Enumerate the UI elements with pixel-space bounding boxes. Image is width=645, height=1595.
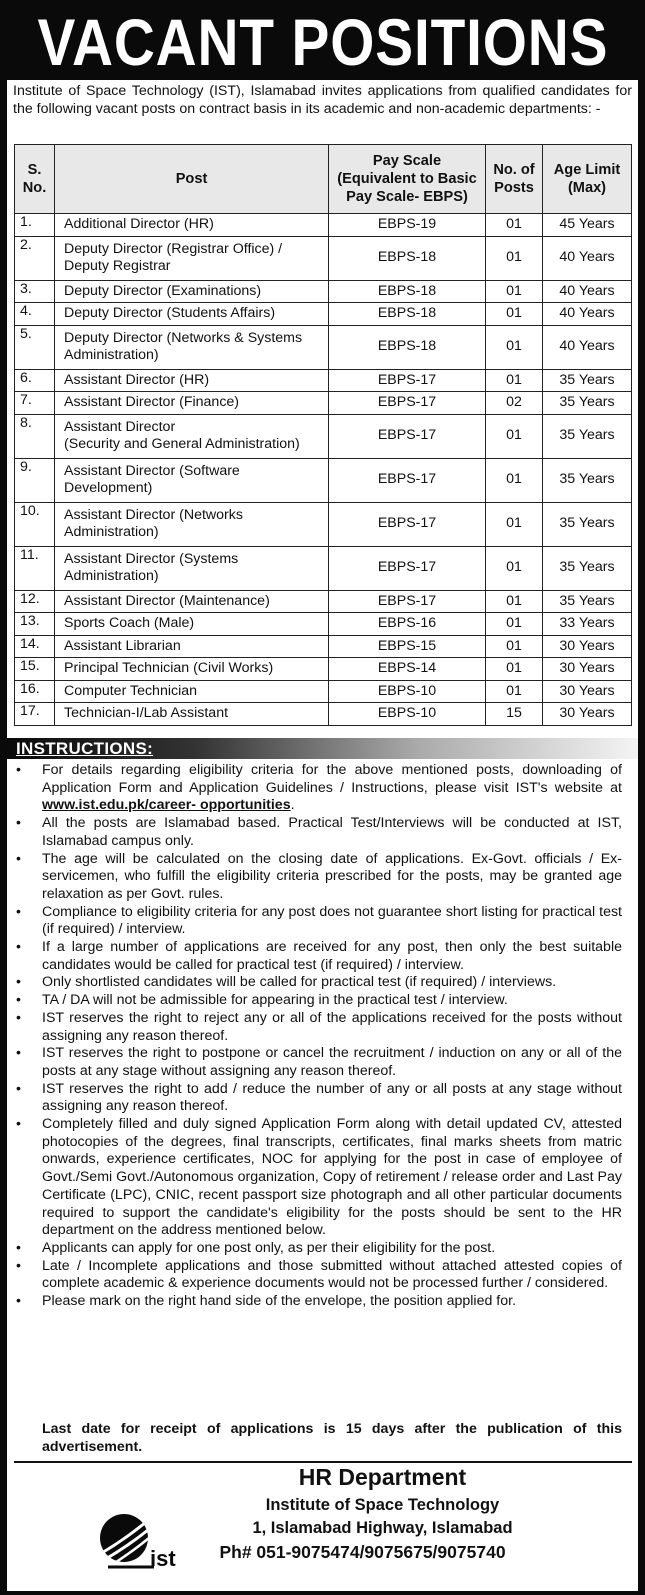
cell-sn: 8. [15,414,55,458]
footer-phone: Ph# 051-9075474/9075675/9075740 [219,1542,506,1562]
table-row [15,392,632,415]
instruction-item: • Applicants can apply for one post only, as per their eligibility for the post. [16,1239,496,1256]
cell-no-of-posts: 01 [486,546,543,590]
cell-age-limit: 35 Years [543,458,632,502]
cell-no-of-posts: 01 [486,635,543,658]
table-row [15,613,632,636]
cell-post: Assistant Director (Security and General Administration) [55,414,329,458]
cell-age-limit: 40 Years [543,236,632,280]
cell-post: Deputy Director (Registrar Office) / Deputy Registrar [55,236,329,280]
table-row [15,369,632,392]
bullet-icon: • [16,1257,21,1274]
cell-age-limit: 35 Years [543,414,632,458]
cell-pay-scale: EBPS-15 [329,635,486,658]
instruction-item: • The age will be calculated on the closing date of applications. Ex-Govt. officials / Ex-servicemen, who fulfill the eligibility criteria prescribed for the posts, may be granted age relaxation as per Govt. rules. [16,850,622,902]
cell-sn: 17. [15,703,55,726]
instructions-header [7,738,638,759]
bullet-icon: • [16,815,21,832]
cell-post: Sports Coach (Male) [55,613,329,636]
cell-age-limit: 35 Years [543,392,632,415]
cell-sn: 14. [15,635,55,658]
cell-pay-scale: EBPS-17 [329,392,486,415]
instruction-item: • Completely filled and duly signed Application Form along with detail updated CV, attested photocopies of the degrees, final transcripts, certificates, final marks sheets from matric onwards, experience certificates, NOC for applying for the post in case of employee of Govt./Semi Govt./Autonomous organization, Copy of retirement / release order and Last Pay Certificate (LPC), CNIC, recent passport size photograph and all other particular documents required to support the candidate's eligibility for the posts should be sent to the HR department on the address mentioned below. [16,1116,622,1239]
footer-title: HR Department [298,1464,467,1490]
footer-org: Institute of Space Technology [265,1496,500,1514]
cell-pay-scale: EBPS-19 [329,214,486,237]
table-row [15,546,632,590]
cell-age-limit: 30 Years [543,703,632,726]
table-row [15,590,632,613]
cell-pay-scale: EBPS-17 [329,590,486,613]
instruction-item: • Only shortlisted candidates will be called for practical test (if required) / interviews. [16,974,557,991]
cell-no-of-posts: 01 [486,658,543,681]
bullet-icon: • [16,1116,21,1133]
bullet-icon: • [16,903,21,920]
cell-sn: 11. [15,546,55,590]
header-age-limit: Age Limit (Max) [543,145,632,214]
cell-pay-scale: EBPS-17 [329,414,486,458]
instruction-item: • Late / Incomplete applications and those submitted without attached attested copies of complete academic & experience documents would not be processed further / considered. [16,1257,622,1292]
intro-paragraph: Institute of Space Technology (IST), Islamabad invites applications from qualified candidates for the following vacant posts on contract basis in its academic and non-academic departments: - [13,83,632,117]
cell-post: Assistant Director (Maintenance) [55,590,329,613]
cell-age-limit: 45 Years [543,214,632,237]
cell-pay-scale: EBPS-16 [329,613,486,636]
cell-no-of-posts: 01 [486,303,543,326]
table-row [15,236,632,280]
bullet-icon: • [16,1293,21,1310]
cell-age-limit: 30 Years [543,658,632,681]
table-row [15,680,632,703]
table-row [15,214,632,237]
bullet-icon: • [16,939,21,956]
header-sn: S. No. [15,145,55,214]
instruction-item: • TA / DA will not be admissible for appearing in the practical test / interview. [16,992,508,1009]
positions-table [14,144,632,726]
footer-address: 1, Islamabad Highway, Islamabad [252,1519,513,1537]
footer-divider [14,1461,632,1463]
cell-post: Assistant Director (Systems Administration) [55,546,329,590]
cell-pay-scale: EBPS-18 [329,325,486,369]
table-row [15,502,632,546]
cell-age-limit: 30 Years [543,635,632,658]
header-post: Post [55,145,329,214]
cell-no-of-posts: 01 [486,214,543,237]
cell-sn: 12. [15,590,55,613]
table-row [15,703,632,726]
cell-pay-scale: EBPS-10 [329,680,486,703]
cell-sn: 6. [15,369,55,392]
bullet-icon: • [16,992,21,1009]
cell-pay-scale: EBPS-14 [329,658,486,681]
cell-pay-scale: EBPS-10 [329,703,486,726]
bullet-icon: • [16,1239,21,1256]
cell-age-limit: 40 Years [543,325,632,369]
logo-text: ist [150,1546,176,1570]
instruction-item: • Please mark on the right hand side of the envelope, the position applied for. [16,1293,517,1310]
cell-no-of-posts: 01 [486,590,543,613]
cell-age-limit: 33 Years [543,613,632,636]
instruction-item: • If a large number of applications are received for any post, then only the best suitable candidates would be called for practical test (if required) / interview. [16,939,622,973]
bullet-icon: • [16,850,21,867]
cell-post: Assistant Librarian [55,635,329,658]
cell-no-of-posts: 01 [486,502,543,546]
bullet-icon: • [16,1009,21,1026]
cell-age-limit: 40 Years [543,280,632,303]
cell-sn: 5. [15,325,55,369]
table-header-row [15,145,632,214]
cell-no-of-posts: 15 [486,703,543,726]
header-no-of-posts: No. of Posts [486,145,543,214]
table-row [15,414,632,458]
cell-sn: 1. [15,214,55,237]
cell-pay-scale: EBPS-18 [329,280,486,303]
cell-post: Assistant Director (Software Development) [55,458,329,502]
table-row [15,658,632,681]
cell-post: Deputy Director (Students Affairs) [55,303,329,326]
table-row [15,280,632,303]
table-row [15,325,632,369]
cell-post: Assistant Director (Finance) [55,392,329,415]
cell-pay-scale: EBPS-18 [329,303,486,326]
bullet-icon: • [16,1080,21,1097]
bullet-icon: • [16,762,21,778]
cell-no-of-posts: 01 [486,458,543,502]
cell-pay-scale: EBPS-18 [329,236,486,280]
career-link[interactable]: www.ist.edu.pk/career- opportunities [42,797,291,814]
cell-sn: 3. [15,280,55,303]
cell-no-of-posts: 01 [486,236,543,280]
cell-sn: 16. [15,680,55,703]
cell-no-of-posts: 01 [486,369,543,392]
cell-post: Assistant Director (Networks Administration) [55,502,329,546]
banner [0,0,645,80]
table-row [15,635,632,658]
table-row [15,458,632,502]
cell-no-of-posts: 01 [486,680,543,703]
last-date-notice: Last date for receipt of applications is 15 days after the publication of this advertisement. [42,1421,622,1455]
cell-no-of-posts: 01 [486,325,543,369]
cell-age-limit: 40 Years [543,303,632,326]
instruction-item: • Compliance to eligibility criteria for any post does not guarantee short listing for practical test (if required) / interview. [16,903,622,938]
cell-post: Technician-I/Lab Assistant [55,703,329,726]
bullet-icon: • [16,974,21,991]
header-pay-scale: Pay Scale (Equivalent to Basic Pay Scale- EBPS) [329,145,486,214]
cell-sn: 7. [15,392,55,415]
instruction-item: • IST reserves the right to add / reduce the number of any or all posts at any stage without assigning any reason thereof. [16,1080,622,1115]
cell-sn: 2. [15,236,55,280]
instruction-item: • All the posts are Islamabad based. Practical Test/Interviews will be conducted at IST, Islamabad campus only. [16,815,622,849]
page-title: VACANT POSITIONS [37,5,608,79]
instructions-list [16,762,622,1311]
cell-post: Principal Technician (Civil Works) [55,658,329,681]
cell-pay-scale: EBPS-17 [329,502,486,546]
cell-sn: 4. [15,303,55,326]
cell-post: Deputy Director (Examinations) [55,280,329,303]
cell-no-of-posts: 01 [486,414,543,458]
instructions-title: INSTRUCTIONS: [16,739,154,758]
instruction-item: • For details regarding eligibility criteria for the above mentioned posts, downloading of Application Form and Application Guidelines / Instructions, please visit IST's website at www.ist.edu.pk/career- opportunities. [16,762,622,814]
cell-post: Assistant Director (HR) [55,369,329,392]
cell-age-limit: 35 Years [543,546,632,590]
cell-pay-scale: EBPS-17 [329,458,486,502]
cell-age-limit: 35 Years [543,502,632,546]
cell-age-limit: 30 Years [543,680,632,703]
cell-sn: 9. [15,458,55,502]
cell-pay-scale: EBPS-17 [329,546,486,590]
cell-sn: 15. [15,658,55,681]
cell-post: Deputy Director (Networks & Systems Administration) [55,325,329,369]
cell-no-of-posts: 02 [486,392,543,415]
cell-post: Additional Director (HR) [55,214,329,237]
cell-age-limit: 35 Years [543,590,632,613]
cell-pay-scale: EBPS-17 [329,369,486,392]
cell-post: Computer Technician [55,680,329,703]
bullet-icon: • [16,1045,21,1062]
instruction-item: • IST reserves the right to reject any or all of the applications received for the posts without assigning any reason thereof. [16,1009,622,1044]
ist-logo [94,1510,184,1570]
cell-age-limit: 35 Years [543,369,632,392]
cell-no-of-posts: 01 [486,280,543,303]
instruction-item: • IST reserves the right to postpone or cancel the recruitment / induction on any or all of the posts at any stage without assigning any reason thereof. [16,1045,622,1079]
cell-sn: 10. [15,502,55,546]
cell-no-of-posts: 01 [486,613,543,636]
table-row [15,303,632,326]
cell-sn: 13. [15,613,55,636]
